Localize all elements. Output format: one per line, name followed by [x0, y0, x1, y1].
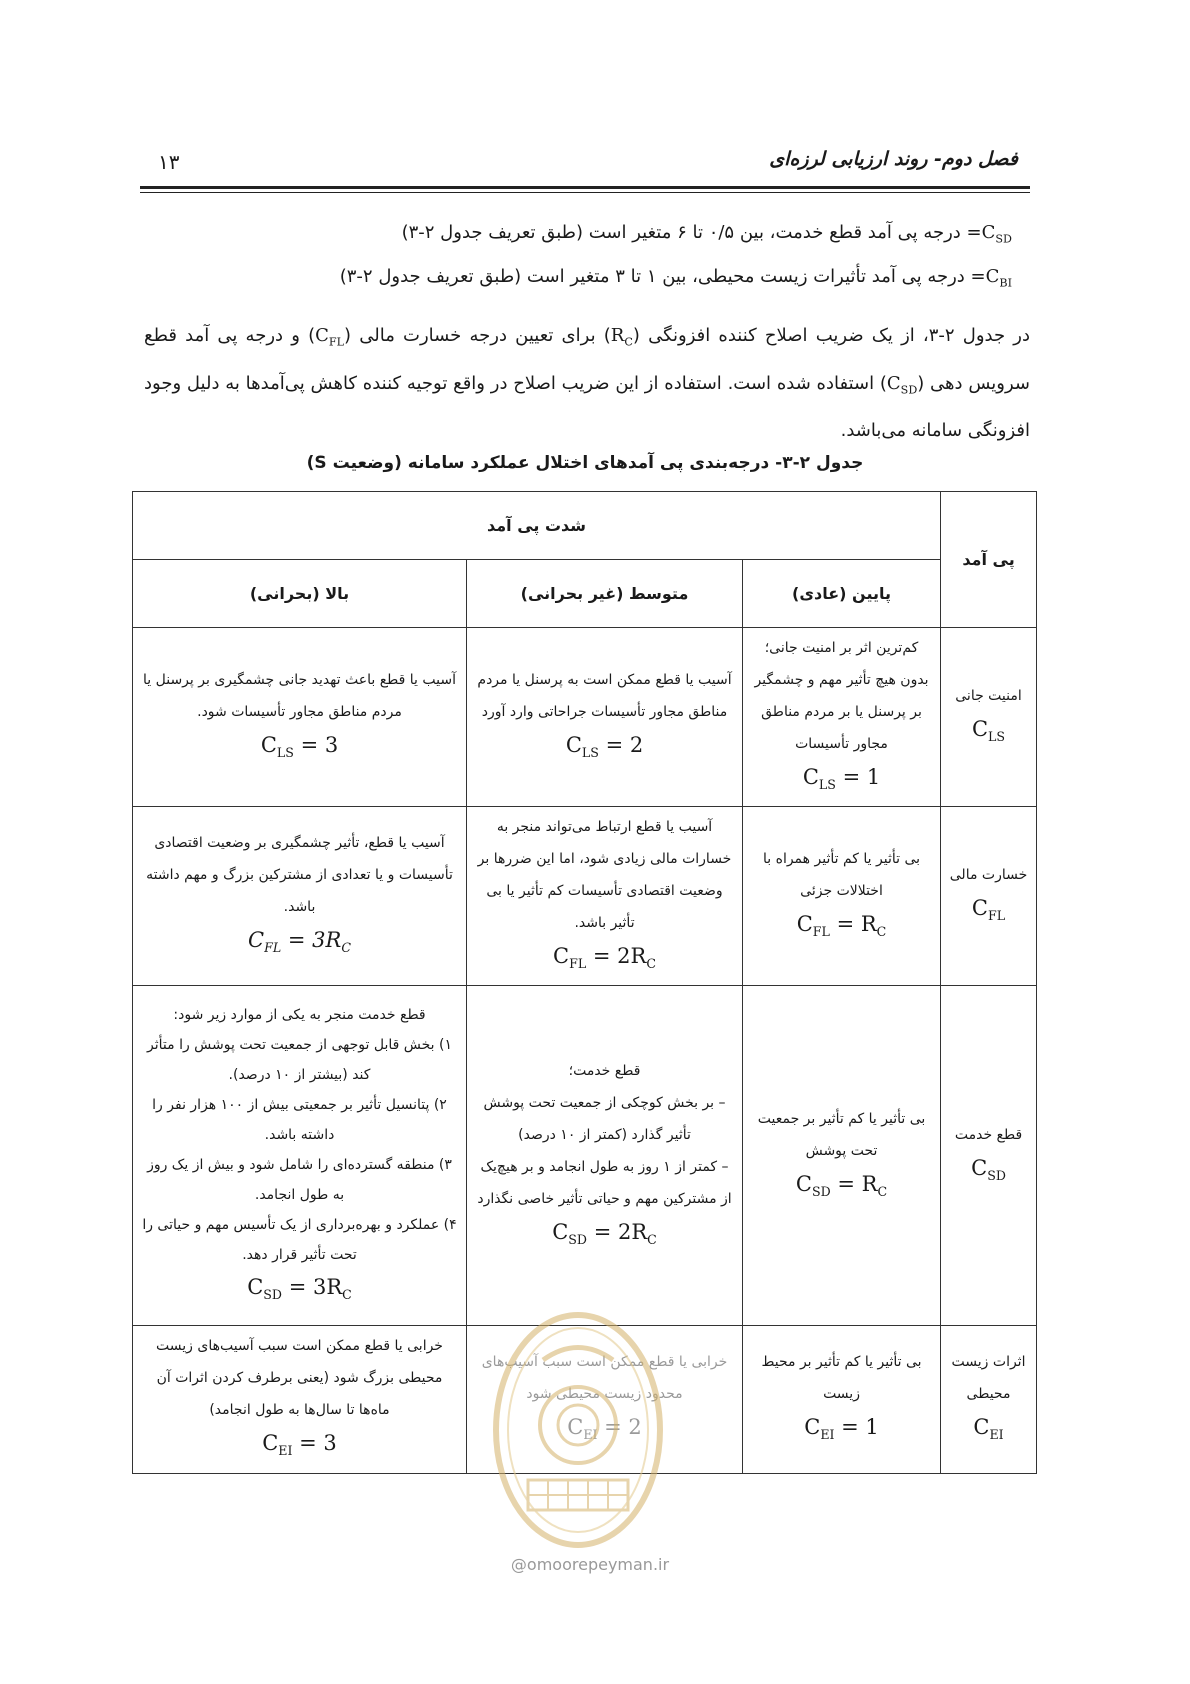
formula: $C_{LS} = 3$	[260, 733, 339, 761]
cell-low: بی تأثیر یا کم تأثیر بر محیط زیست $C_{EI} = 1$	[743, 1326, 941, 1473]
formula: $C_{FL} = 3R_C$	[248, 928, 351, 956]
page-number: ۱۳	[158, 150, 180, 174]
header-rule-thin	[140, 192, 1030, 193]
cell-mid: قطع خدمت؛ – بر بخش کوچکی از جمعیت تحت پوشش تأثیر گذارد (کمتر از ۱۰ درصد) – کمتر از ۱ روز به طول انجامد و بر هیچ‌یک از مشترکین مهم و حیاتی تأثیر خاصی نگذارد $C_{SD} = 2R_C$	[467, 986, 743, 1326]
cell-high: آسیب یا قطع، تأثیر چشمگیری بر وضعیت اقتصادی تأسیسات و یا تعدادی از مشترکین بزرگ و مهم داشته باشد. $C_{FL} = 3R_C$	[133, 807, 467, 986]
definition-symbol: $C_{BI}$	[985, 266, 1012, 290]
definition-cbi	[340, 266, 1012, 290]
formula: $C_{FL} = R_C$	[796, 912, 887, 940]
table-caption: جدول ۲-۳- درجه‌بندی پی آمدهای اختلال عملکرد سامانه (وضعیت S)	[306, 453, 864, 473]
body-paragraph: در جدول ۲-۳، از یک ضریب اصلاح کننده افزونگی $(R_C)$ برای تعیین درجه خسارت مالی $(C_{FL})$ و درجه پی آمد قطع سرویس دهی $(C_{SD})$ استفاده شده است. استفاده از این ضریب اصلاح در واقع توجیه کننده کاهش پی‌آمدها به دلیل وجود افزونگی سامانه می‌باشد.	[144, 325, 1030, 442]
cell-high: قطع خدمت منجر به یکی از موارد زیر شود: ۱) بخش قابل توجهی از جمعیت تحت پوشش را متأثر کند (بیشتر از ۱۰ درصد). ۲) پتانسیل تأثیر بر جمعیتی بیش از ۱۰۰ هزار نفر را داشته باشد. ۳) منطقه گسترده‌ای را شامل شود و بیش از یک روز به طول انجامد. ۴) عملکرد و بهره‌برداری از یک تأسیس مهم و حیاتی را تحت تأثیر قرار دهد. $C_{SD} = 3R_C$	[133, 986, 467, 1326]
formula: $C_{EI} = 2$	[567, 1415, 642, 1443]
definition-csd	[402, 222, 1012, 246]
header-severity: شدت پی آمد	[133, 492, 941, 560]
formula: $C_{SD} = 2R_C$	[552, 1219, 657, 1247]
definition-symbol: $C_{SD}$	[981, 222, 1012, 246]
cell-mid: خرابی یا قطع ممکن است سبب آسیب‌های محدود زیست محیطی شود $C_{EI} = 2$	[467, 1326, 743, 1473]
table-row	[133, 986, 1037, 1326]
formula: $C_{SD} = 3R_C$	[247, 1274, 352, 1302]
formula: $C_{LS} = 1$	[802, 765, 881, 793]
formula: $C_{SD} = R_C$	[795, 1171, 888, 1199]
row-label: امنیت جانی $C_{LS}$	[941, 628, 1037, 807]
table-row	[133, 807, 1037, 986]
watermark-url: @omoorepeyman.ir	[510, 1555, 670, 1574]
definition-text: = درجه پی آمد قطع خدمت، بین ۰/۵ تا ۶ متغیر است (طبق تعریف جدول ۲-۳)	[401, 222, 982, 243]
header-level-high: بالا (بحرانی)	[133, 560, 467, 628]
header-consequence: پی آمد	[941, 492, 1037, 628]
header-level-low: پایین (عادی)	[743, 560, 941, 628]
row-label: اثرات زیست محیطی $C_{EI}$	[941, 1326, 1037, 1473]
cell-mid: آسیب یا قطع ارتباط می‌تواند منجر به خسارات مالی زیادی شود، اما این ضررها بر وضعیت اقتصادی تأسیسات کم تأثیر یا بی تأثیر باشد. $C_{FL} = 2R_C$	[467, 807, 743, 986]
row-label: قطع خدمت $C_{SD}$	[941, 986, 1037, 1326]
row-label: خسارت مالی $C_{FL}$	[941, 807, 1037, 986]
cell-low: کم‌ترین اثر بر امنیت جانی؛ بدون هیچ تأثیر مهم و چشمگیر بر پرسنل یا بر مردم مناطق مجاور تأسیسات $C_{LS} = 1$	[743, 628, 941, 807]
cell-low: بی تأثیر یا کم تأثیر بر جمعیت تحت پوشش $C_{SD} = R_C$	[743, 986, 941, 1326]
cell-high: خرابی یا قطع ممکن است سبب آسیب‌های زیست محیطی بزرگ شود (یعنی برطرف کردن اثرات آن ماه‌ها تا سال‌ها به طول انجامد) $C_{EI} = 3$	[133, 1326, 467, 1473]
cell-mid: آسیب یا قطع ممکن است به پرسنل یا مردم مناطق مجاور تأسیسات جراحاتی وارد آورد $C_{LS} = 2$	[467, 628, 743, 807]
formula: $C_{EI} = 3$	[262, 1431, 337, 1459]
chapter-title: فصل دوم- روند ارزیابی لرزه‌ای	[769, 148, 1018, 170]
formula: $C_{LS} = 2$	[565, 733, 644, 761]
header-level-mid: متوسط (غیر بحرانی)	[467, 560, 743, 628]
cell-high: آسیب یا قطع باعث تهدید جانی چشمگیری بر پرسنل یا مردم مناطق مجاور تأسیسات شود. $C_{LS} = 3$	[133, 628, 467, 807]
header-rule-thick	[140, 186, 1030, 189]
formula: $C_{EI} = 1$	[804, 1415, 879, 1443]
table-row	[133, 628, 1037, 807]
formula: $C_{FL} = 2R_C$	[553, 944, 656, 972]
watermark-logo	[488, 1305, 668, 1555]
definition-text: = درجه پی آمد تأثیرات زیست محیطی، بین ۱ تا ۳ متغیر است (طبق تعریف جدول ۲-۳)	[339, 266, 986, 287]
cell-low: بی تأثیر یا کم تأثیر همراه با اختلالات جزئی $C_{FL} = R_C$	[743, 807, 941, 986]
